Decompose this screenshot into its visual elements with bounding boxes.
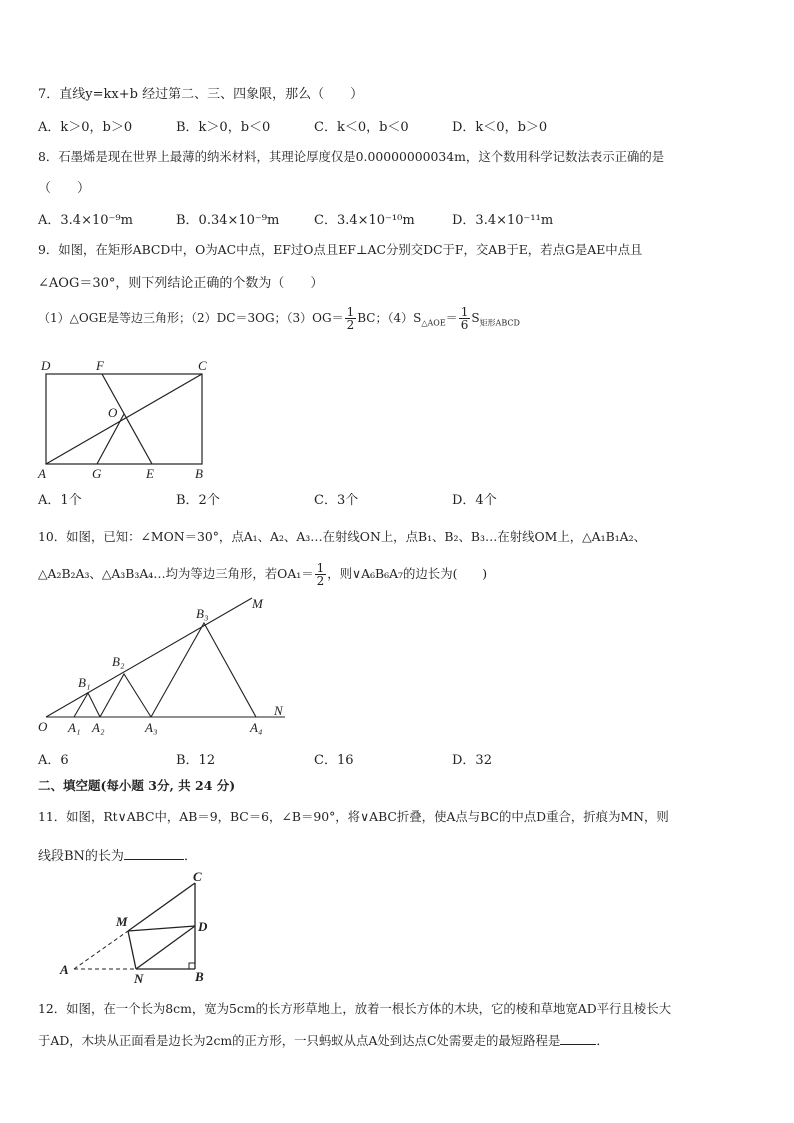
label-G: G bbox=[92, 466, 102, 481]
q10-option-d: D．32 bbox=[452, 753, 492, 768]
diagonal-ac bbox=[46, 374, 202, 464]
q11-line2: 线段BN的长为 ． bbox=[38, 849, 197, 864]
q10-option-c: C．16 bbox=[314, 753, 354, 768]
label-A3: A₃ bbox=[145, 720, 158, 735]
q8-option-c: C．3.4×10⁻¹⁰m bbox=[314, 213, 415, 228]
q9-option-b: B．2个 bbox=[176, 493, 220, 508]
triangle-1 bbox=[74, 693, 100, 717]
label-D: D bbox=[41, 358, 51, 373]
label-A: A bbox=[60, 962, 69, 977]
q11-line1: 11．如图，Rt∨ABC中，AB＝9，BC＝6，∠B＝90°，将∨ABC折叠，使A点与BC的中点D重合，折痕为MN，则 bbox=[38, 809, 669, 824]
triangle-3 bbox=[151, 623, 256, 717]
q11-answer-blank bbox=[124, 859, 184, 860]
q9-conclusions: （1）△OGE是等边三角形；（2）DC＝3OG；（3）OG＝ $\frac{1}{2}$ BC；$(4)S_{\triangle AOE}=$ $\frac{1}{6}$ $S_{矩形ABCD}$ bbox=[38, 305, 520, 332]
q9-option-c: C．3个 bbox=[314, 493, 359, 508]
q7-option-a: A．k＞0，b＞0 bbox=[38, 120, 133, 135]
q9-option-a: A．1个 bbox=[38, 493, 82, 508]
label-M: M bbox=[116, 914, 128, 929]
label-A: A bbox=[38, 466, 46, 481]
segment-nd bbox=[136, 926, 195, 969]
q11-fold-figure bbox=[50, 865, 220, 985]
label-A1: A₁ bbox=[68, 720, 81, 735]
q8-option-d: D．3.4×10⁻¹¹m bbox=[452, 213, 554, 228]
q10-fraction-half: $\frac{1}{2}$ bbox=[316, 561, 325, 588]
q9-line1: 9．如图，在矩形ABCD中，O为AC中点，EF过O点且EF⊥AC分别交DC于F，交AB于E，若点G是AE中点且 bbox=[38, 242, 643, 257]
label-N: N bbox=[274, 703, 283, 718]
q12-answer-blank bbox=[560, 1044, 596, 1045]
label-B: B bbox=[195, 969, 204, 984]
q9-option-d: D．4个 bbox=[452, 493, 497, 508]
q10-line2: △A₂B₂A₃、△A₃B₃A₄…均为等边三角形，若OA₁＝ $\frac{1}{2}$ ，则∨A₆B₆A₇的边长为( ) bbox=[38, 561, 488, 588]
q9-fraction-half: $\frac{1}{2}$ bbox=[346, 305, 355, 332]
label-N: N bbox=[134, 971, 144, 985]
label-E: E bbox=[146, 466, 154, 481]
label-O: O bbox=[108, 405, 118, 420]
q8-option-b: B．0.34×10⁻⁹m bbox=[176, 213, 280, 228]
q8-stem: 8．石墨烯是现在世界上最薄的纳米材料，其理论厚度仅是0.00000000034m，这个数用科学记数法表示正确的是 bbox=[38, 149, 665, 164]
q10-option-a: A．6 bbox=[38, 753, 69, 768]
label-B1: B₁ bbox=[78, 675, 91, 690]
q8-option-a: A．3.4×10⁻⁹m bbox=[38, 213, 133, 228]
q7-option-c: C．k＜0，b＜0 bbox=[314, 120, 409, 135]
q7-option-b: B．k＞0，b＜0 bbox=[176, 120, 271, 135]
segment-og bbox=[97, 414, 124, 464]
label-B: B bbox=[195, 466, 203, 481]
label-O: O bbox=[38, 719, 48, 734]
q12-line1: 12．如图，在一个长为8cm，宽为5cm的长方形草地上，放着一根长方体的木块，它的棱和草地宽AD平行且棱长大 bbox=[38, 1001, 671, 1016]
side-mc bbox=[128, 883, 195, 931]
q10-option-b: B．12 bbox=[176, 753, 216, 768]
q8-paren: （ ） bbox=[38, 181, 91, 196]
label-B3: B₃ bbox=[196, 606, 209, 621]
dashed-am bbox=[74, 931, 128, 969]
q9-rectangle-figure bbox=[30, 352, 220, 482]
label-M: M bbox=[252, 596, 263, 611]
q9-conclusion-text: （1）△OGE是等边三角形；（2）DC＝3OG；（3）OG＝ bbox=[38, 311, 344, 325]
q10-line1: 10．如图，已知：∠MON＝30°，点A₁、A₂、A₃…在射线ON上，点B₁、B₂、B₃…在射线OM上，△A₁B₁A₂、 bbox=[38, 529, 646, 544]
label-C: C bbox=[193, 869, 202, 884]
q10-triangles-figure bbox=[30, 596, 300, 741]
segment-md bbox=[128, 926, 195, 931]
section-heading-fill-blank: 二、填空题(每小题 3分, 共 24 分) bbox=[38, 778, 236, 793]
q9-fraction-sixth: $\frac{1}{6}$ bbox=[460, 305, 469, 332]
fold-mn bbox=[128, 931, 136, 969]
q12-line2: 于AD，木块从正面看是边长为2cm的正方形，一只蚂蚁从点A处到达点C处需要走的最短路程是 ． bbox=[38, 1033, 609, 1048]
label-A4: A₄ bbox=[250, 720, 263, 735]
ray-om bbox=[46, 598, 252, 717]
q7-stem: 7．直线y=kx+b 经过第二、三、四象限，那么（ ） bbox=[38, 87, 364, 102]
label-A2: A₂ bbox=[92, 720, 105, 735]
label-B2: B₂ bbox=[112, 654, 125, 669]
triangle-2 bbox=[100, 674, 151, 717]
label-C: C bbox=[198, 358, 207, 373]
q7-option-d: D．k＜0，b＞0 bbox=[452, 120, 548, 135]
q9-line2: ∠AOG＝30°，则下列结论正确的个数为（ ） bbox=[38, 276, 324, 291]
label-F: F bbox=[96, 358, 104, 373]
label-D: D bbox=[198, 919, 208, 934]
